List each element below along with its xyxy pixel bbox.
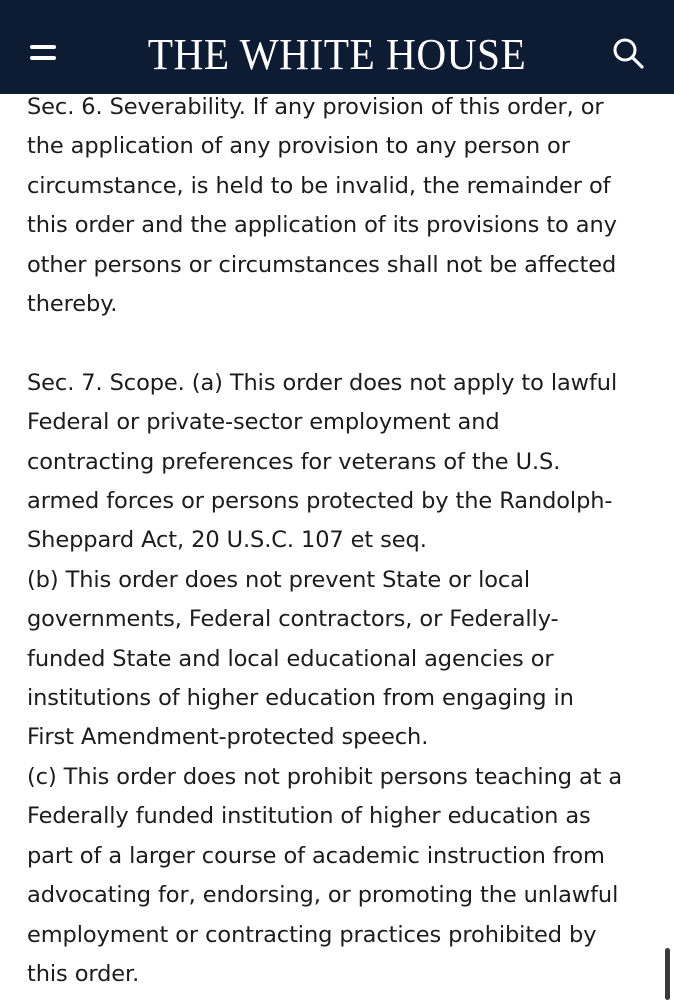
scrollbar-thumb[interactable] [665,948,670,1000]
site-title[interactable]: THE WHITE HOUSE [147,30,527,79]
article-body [27,88,653,994]
section-7-scope-c: (c) This order does not prohibit persons teaching at a Federally funded institution of higher education as part of a larger course of academic instruction from advocating for, endorsing, or promoting the unlawful employment or contracting practices prohibited by this order. [27,763,623,987]
search-icon[interactable] [611,36,647,72]
search-icon-graphic [611,36,647,72]
section-6-severability: Sec. 6. Severability. If any provision of this order, or the application of any provision to any person or circumstance, is held to be invalid, the remainder of this order and the application of its provisions to any other persons or circumstances shall not be affected thereby. [27,94,617,318]
section-7-scope-b: (b) This order does not prevent State or local governments, Federal contractors, or Federally- funded State and local educational agencies or institutions of higher education from engaging in First Amendment-protected speech. [27,566,574,751]
site-header [0,0,674,94]
section-7-scope-a: Sec. 7. Scope. (a) This order does not apply to lawful Federal or private-sector employment and contracting preferences for veterans of the U.S. armed forces or persons protected by the Randolph- Sheppard Act, 20 U.S.C. 107 et seq. [27,369,618,554]
